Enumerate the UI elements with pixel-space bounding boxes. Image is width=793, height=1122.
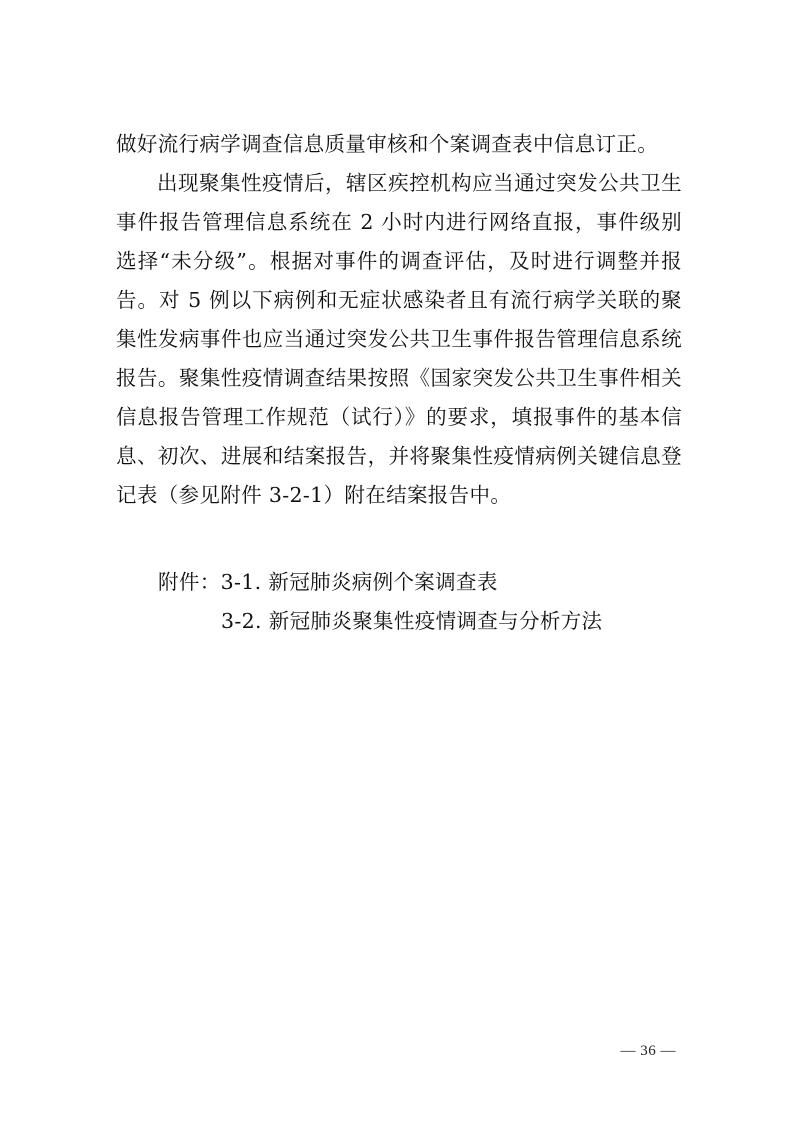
attachments-list [158,563,678,641]
attachment-title: 3-2. 新冠肺炎聚集性疫情调查与分析方法 [221,609,603,633]
paragraph-continuation: 做好流行病学调查信息质量审核和个案调查表中信息订正。 [116,132,659,156]
page-number: — 36 — [620,1043,676,1059]
attachment-title: 3-1. 新冠肺炎病例个案调查表 [220,570,498,594]
attachment-item-2 [158,602,678,641]
paragraph-cluster-outbreak-reporting: 出现聚集性疫情后，辖区疾控机构应当通过突发公共卫生事件报告管理信息系统在 2 小时内进行网络直报，事件级别选择“未分级”。根据对事件的调查评估，及时进行调整并报告。对 5 例以下病例和无症状感染者且有流行病学关联的聚集性发病事件也应当通过突发公共卫生事件报告管理信息系统报告。聚集性疫情调查结果按照《国家突发公共卫生事件相关信息报告管理工作规范（试行）》的要求，填报事件的基本信息、初次、进展和结案报告，并将聚集性疫情病例关键信息登记表（参见附件 3-2-1）附在结案报告中。 [116,171,682,507]
attachment-item-1 [158,563,678,602]
attachments-label: 附件： [158,570,221,594]
body-text [116,125,682,515]
